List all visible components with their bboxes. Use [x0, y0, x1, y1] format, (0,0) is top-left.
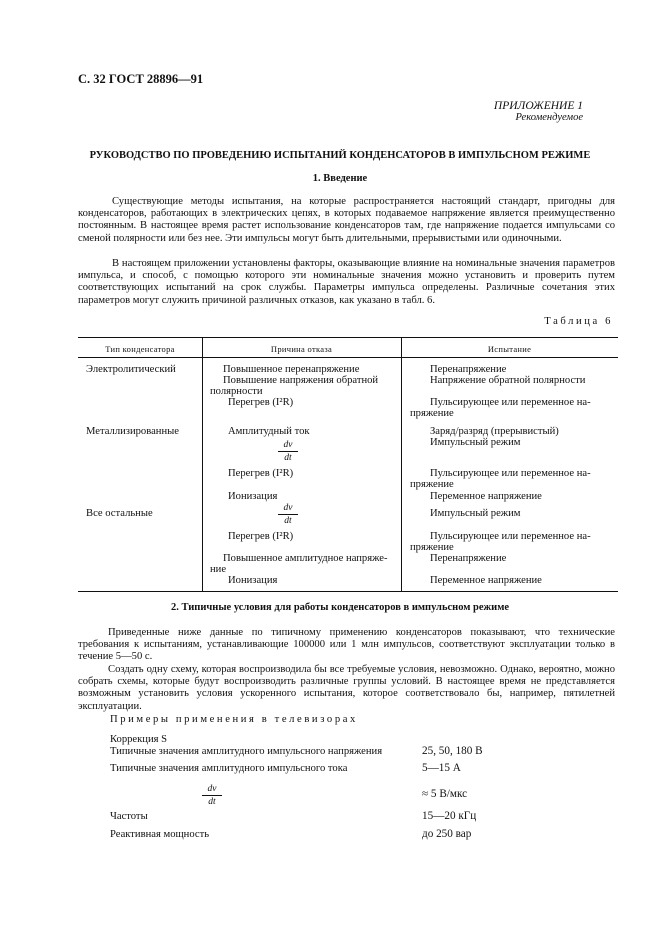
example-label: Типичные значения амплитудного импульсного тока: [110, 763, 348, 774]
fraction-denominator: dt: [208, 797, 216, 807]
fraction-bar: [202, 795, 222, 796]
table-cell-cause: Повышенное амплитудное напряже-: [223, 553, 388, 564]
section2-heading: 2. Типичные условия для работы конденсаторов в импульсном режиме: [170, 602, 510, 613]
table-cell-type: Металлизированные: [86, 426, 179, 437]
fraction-denominator: dt: [284, 453, 292, 463]
table-cell-test: Пульсирующее или переменное на-: [430, 397, 591, 408]
fraction-dv-dt: [202, 784, 222, 807]
example-value: 25, 50, 180 В: [422, 745, 483, 757]
table-bottom-rule: [78, 591, 618, 592]
table-cell-test: Импульсный режим: [430, 508, 521, 519]
table-cell-test: Перенапряжение: [430, 364, 507, 375]
fraction-denominator: dt: [284, 516, 292, 526]
table-header-rule: [78, 357, 618, 358]
fraction-dv-dt: [278, 440, 298, 463]
table-cell-cause: Ионизация: [228, 575, 278, 586]
table-cell-test: Напряжение обратной полярности: [430, 375, 586, 386]
table-cell-test: пряжение: [410, 408, 454, 419]
appendix-label: ПРИЛОЖЕНИЕ 1: [493, 100, 583, 112]
example-label: Типичные значения амплитудного импульсного напряжения: [110, 746, 383, 757]
fraction-bar: [278, 451, 298, 452]
fraction-numerator: dv: [283, 440, 293, 450]
section2-paragraph-2: Создать одну схему, которая воспроизводила бы все требуемые условия, невозможно. Однако, вероятно, можно собрать схемы, которые будут воспроизводить различные группы условий. В настоящее время не представляется возможным установить условия ускоренного испытания, которое соответствовало бы, например, пятилетней эксплуатации.: [78, 664, 615, 712]
table-col-divider-2: [401, 337, 402, 591]
fraction-bar: [278, 514, 298, 515]
example-value: до 250 вар: [422, 828, 472, 840]
table-cell-type: Электролитический: [86, 364, 176, 375]
table-cell-cause: ние: [210, 564, 227, 575]
examples-heading: Примеры применения в телевизорах: [110, 714, 358, 725]
table-cell-cause: Перегрев (I²R): [228, 397, 294, 408]
table-cell-cause: Перегрев (I²R): [228, 531, 294, 542]
table-cell-test: Заряд/разряд (прерывистый): [430, 426, 559, 437]
section1-paragraph-1: Существующие методы испытания, на которые распространяется настоящий стандарт, пригодны для конденсаторов, работающих в электрических цепях, в которых подаваемое напряжение является преимущественно постоянным. В настоящее время растет использование конденсаторов там, где напряжение подается импульсами со сменой полярности или без нее. Эти импульсы могут быть длительными, прерывистыми или одиночными.: [78, 196, 615, 244]
table-cell-test: пряжение: [410, 542, 454, 553]
appendix-note: Рекомендуемое: [515, 112, 583, 123]
example-value: 5—15 А: [422, 762, 461, 774]
example-label: Частоты: [110, 811, 148, 822]
table-cell-type: Все остальные: [86, 508, 153, 519]
example-value: ≈ 5 В/мкс: [422, 788, 468, 800]
fraction-numerator: dv: [207, 784, 217, 794]
section2-paragraph-1: Приведенные ниже данные по типичному применению конденсаторов показывают, что технические требования к испытаниям, устанавливающие 100000 или 1 млн импульсов, соответствуют эксплуатации только в течение 5—50 с.: [78, 627, 615, 663]
section1-paragraph-2: В настоящем приложении установлены факторы, оказывающие влияние на номинальные значения параметров импульса, и способ, с помощью которого эти номинальные значения можно установить и проверить путем соответствующих испытаний на срок службы. Параметры импульса определены. Различные сочетания этих параметров могут служить причиной различных отказов, как указано в табл. 6.: [78, 258, 615, 306]
table-cell-cause: Повышенное перенапряжение: [223, 364, 360, 375]
table-cell-test: пряжение: [410, 479, 454, 490]
table-caption: Таблица 6: [544, 316, 613, 327]
table-cell-cause: Амплитудный ток: [228, 426, 310, 437]
table-cell-test: Перенапряжение: [430, 553, 507, 564]
example-label: Реактивная мощность: [110, 829, 210, 840]
table-header-test: Испытание: [487, 344, 532, 354]
example-value: 15—20 кГц: [422, 810, 477, 822]
table-cell-cause: полярности: [210, 386, 263, 397]
table-cell-test: Импульсный режим: [430, 437, 521, 448]
table-cell-test: Переменное напряжение: [430, 575, 542, 586]
page-title: РУКОВОДСТВО ПО ПРОВЕДЕНИЮ ИСПЫТАНИЙ КОНДЕНСАТОРОВ В ИМПУЛЬСНОМ РЕЖИМЕ: [89, 150, 591, 161]
table-header-cause: Причина отказа: [270, 344, 333, 354]
table-cell-test: Пульсирующее или переменное на-: [430, 531, 591, 542]
table-col-divider-1: [202, 337, 203, 591]
table-cell-cause: Повышение напряжения обратной: [223, 375, 379, 386]
table-cell-test: Переменное напряжение: [430, 491, 542, 502]
section1-heading: 1. Введение: [312, 173, 368, 184]
fraction-numerator: dv: [283, 503, 293, 513]
table-header-type: Тип конденсатора: [105, 344, 175, 354]
fraction-dv-dt: [278, 503, 298, 526]
correction-label: Коррекция S: [110, 734, 168, 745]
table-cell-test: Пульсирующее или переменное на-: [430, 468, 591, 479]
table-cell-cause: Ионизация: [228, 491, 278, 502]
table-top-rule: [78, 337, 618, 338]
page-header: С. 32 ГОСТ 28896—91: [78, 72, 204, 86]
table-cell-cause: Перегрев (I²R): [228, 468, 294, 479]
